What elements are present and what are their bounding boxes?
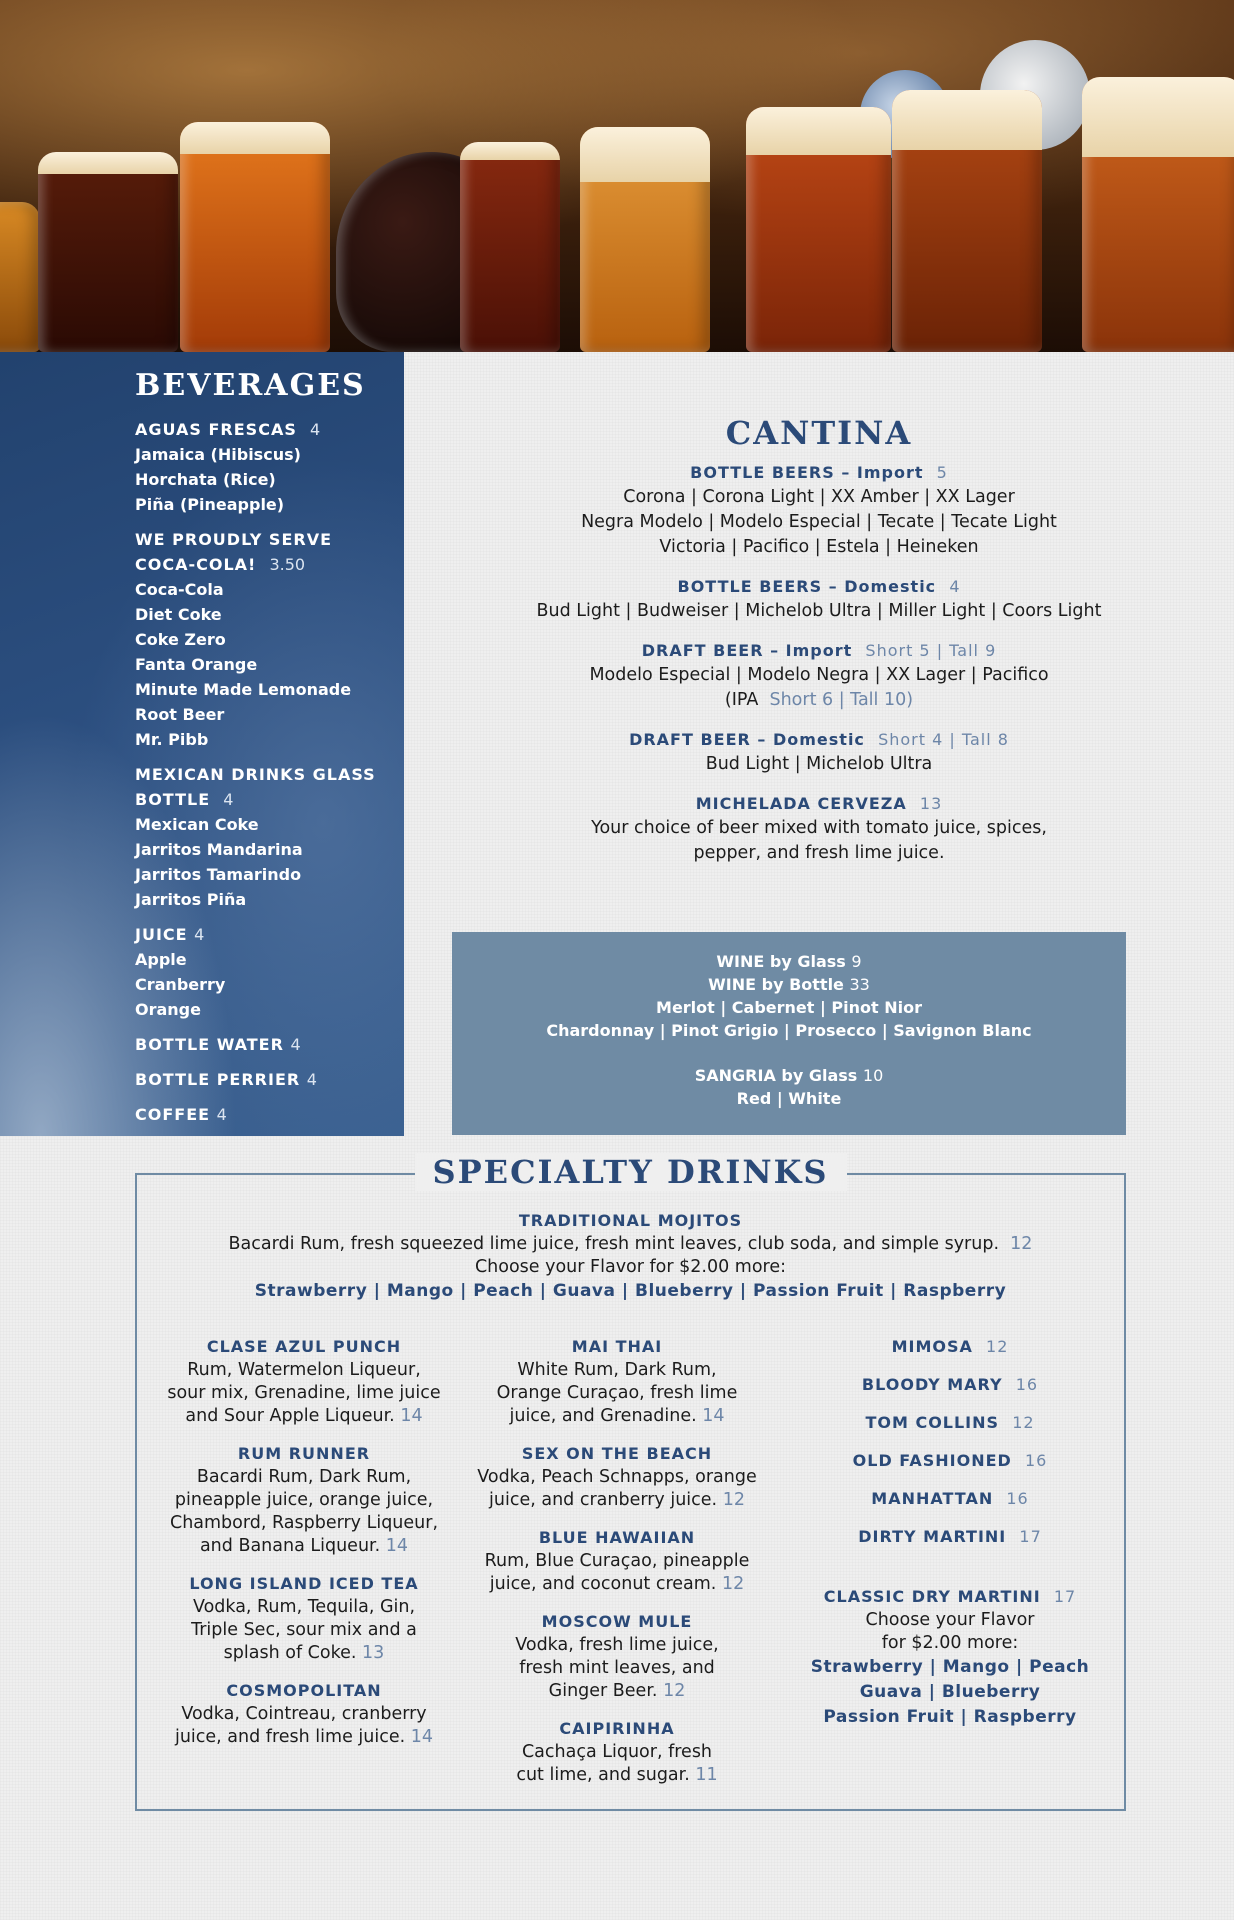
description-text: juice, and cranberry juice. [489,1490,718,1510]
price: 12 [1012,1413,1035,1432]
drink-description: Rum, Watermelon Liqueur, [187,1360,421,1380]
drink-description [469,1489,765,1512]
mojitos-block [137,1209,1124,1304]
drink-name: CLASE AZUL PUNCH [206,1337,402,1356]
wine-glass-line [452,950,1126,973]
drink-description [159,1642,449,1665]
drink-name-text: DIRTY MARTINI [858,1527,1007,1546]
beverages-title: BEVERAGES [135,368,366,403]
heading-text: AGUAS FRESCAS [135,420,297,439]
menu-heading [135,1102,395,1127]
drink-name-text: MANHATTAN [871,1489,994,1508]
price: 4 [949,577,961,596]
drink-description: Rum, Blue Curaçao, pineapple [484,1551,750,1571]
menu-item: Horchata (Rice) [135,470,276,489]
drink-description [469,1764,765,1787]
menu-item: Minute Made Lemonade [135,680,352,699]
draft-import-beers [404,638,1234,713]
import-bottle-beers [404,460,1234,560]
beer-glass [580,127,710,352]
price: 4 [306,1070,317,1089]
heading-text: BOTTLE BEERS – Domestic [677,577,937,596]
sangria-line [452,1064,1126,1087]
price: 10 [862,1066,884,1085]
cantina-section [404,352,1234,872]
drinks-column-2 [469,1335,765,1801]
drink-description: sour mix, Grenadine, lime juice [167,1383,441,1403]
drink-item [785,1335,1115,1359]
price: 4 [309,420,321,439]
drink-name [785,1585,1115,1609]
menu-heading [404,791,1234,816]
description-text: juice, and fresh lime juice. [174,1727,406,1747]
drink-description [469,1680,765,1703]
price: 13 [362,1643,385,1663]
menu-heading [404,638,1234,663]
description-text: Bacardi Rum, fresh squeezed lime juice, fresh mint leaves, club soda, and simple syrup. [228,1234,1000,1254]
drink-description [159,1535,449,1558]
drink-description [159,1726,449,1749]
drink-name-text: CLASSIC DRY MARTINI [823,1587,1041,1606]
menu-item: Mexican Coke [135,815,259,834]
menu-item: Jarritos Tamarindo [135,865,302,884]
sangria-label: SANGRIA by Glass [694,1066,858,1085]
heading-text: BOTTLE WATER [135,1035,284,1054]
price: 12 [663,1681,686,1701]
white-wine-list: Chardonnay | Pinot Grigio | Prosecco | Savignon Blanc [546,1021,1032,1040]
drink-item [159,1572,449,1665]
flavor-list: Passion Fruit | Raspberry [823,1707,1077,1727]
drink-name [785,1449,1115,1473]
drink-name: CAIPIRINHA [559,1719,675,1738]
drink-name [785,1411,1115,1435]
price: 17 [1019,1527,1042,1546]
drink-item [159,1442,449,1558]
menu-heading [404,727,1234,752]
drink-item [469,1335,765,1428]
drink-description: Vodka, fresh lime juice, [515,1635,719,1655]
description-text: and Sour Apple Liqueur. [185,1406,395,1426]
price: 9 [851,952,862,971]
heading-text: BOTTLE BEERS – Import [690,463,924,482]
drink-name: LONG ISLAND ICED TEA [189,1574,419,1593]
drink-description [469,1573,765,1596]
menu-item: Fanta Orange [135,655,258,674]
drink-item [785,1411,1115,1435]
specialty-drinks-section [135,1153,1126,1811]
drink-item [469,1526,765,1596]
menu-heading [135,417,395,442]
heading-text: COCA-COLA! [135,555,257,574]
beer-glass [0,202,40,352]
menu-item: Coke Zero [135,630,226,649]
beer-list-line: Bud Light | Michelob Ultra [705,754,933,774]
menu-heading [135,1032,395,1057]
drink-description: Cachaça Liquor, fresh [521,1742,713,1762]
price: 14 [702,1406,725,1426]
wine-box [452,932,1126,1135]
menu-heading: WE PROUDLY SERVE [135,530,333,549]
drink-name-text: OLD FASHIONED [852,1451,1012,1470]
heading-text: DRAFT BEER – Import [641,641,853,660]
draft-domestic-beers [404,727,1234,777]
price: 3.50 [269,555,306,574]
drink-description [159,1405,449,1428]
drink-name: SEX ON THE BEACH [521,1444,713,1463]
price: 12 [1010,1234,1033,1254]
bottle-water-section [135,1032,395,1057]
drink-description: White Rum, Dark Rum, [517,1360,717,1380]
heading-text: JUICE [135,925,188,944]
price: 11 [695,1765,718,1785]
price: 12 [722,1490,745,1510]
drinks-column-3 [785,1335,1115,1730]
beer-list-line: Victoria | Pacifico | Estela | Heineken [659,537,979,557]
specialty-title: SPECIALTY DRINKS [415,1153,847,1191]
menu-heading [404,460,1234,485]
description-text: and Banana Liqueur. [199,1536,381,1556]
drink-description: fresh mint leaves, and [519,1658,715,1678]
beer-glass [38,152,178,352]
drink-description: Vodka, Rum, Tequila, Gin, [192,1597,416,1617]
wine-bottle-label: WINE by Bottle [708,975,844,994]
menu-heading [404,574,1234,599]
drink-item [785,1373,1115,1397]
classic-dry-martini [785,1585,1115,1730]
price: 16 [1024,1451,1048,1470]
drink-name: TRADITIONAL MOJITOS [518,1211,743,1230]
wine-glass-label: WINE by Glass [716,952,846,971]
juice-section [135,922,395,1022]
michelada [404,791,1234,866]
drink-item [159,1679,449,1749]
drink-item [785,1487,1115,1511]
beer-list-line: Modelo Especial | Modelo Negra | XX Lager | Pacifico [589,665,1049,685]
drink-description: Vodka, Cointreau, cranberry [181,1704,427,1724]
domestic-bottle-beers [404,574,1234,624]
price: 4 [216,1105,227,1124]
menu-heading [135,787,395,812]
drink-description [469,1405,765,1428]
menu-item: Cranberry [135,975,226,994]
menu-item: Mr. Pibb [135,730,209,749]
price: 16 [1006,1489,1029,1508]
drink-name-text: BLOODY MARY [861,1375,1003,1394]
drink-item [469,1610,765,1703]
flavor-note: for $2.00 more: [881,1633,1019,1653]
price: 13 [919,794,943,813]
heading-text: MICHELADA CERVEZA [695,794,907,813]
menu-item: Jarritos Mandarina [135,840,303,859]
description-text: cut lime, and sugar. [516,1765,690,1785]
drink-name-text: TOM COLLINS [865,1413,1000,1432]
price: 17 [1053,1587,1077,1606]
price: 14 [410,1727,434,1747]
drink-name: COSMOPOLITAN [226,1681,382,1700]
drink-description: pineapple juice, orange juice, [174,1490,434,1510]
drink-description [137,1233,1124,1256]
beer-list-line: Bud Light | Budweiser | Michelob Ultra | Miller Light | Coors Light [536,601,1102,621]
aguas-frescas-section [135,417,395,517]
price: 4 [223,790,234,809]
description-text: Ginger Beer. [548,1681,658,1701]
price: 14 [385,1536,409,1556]
beer-list-line: Corona | Corona Light | XX Amber | XX Lager [623,487,1015,507]
price: 14 [400,1406,423,1426]
mexican-drinks-section [135,762,395,912]
drink-item [469,1442,765,1512]
price: 33 [849,975,870,994]
price: 5 [936,463,948,482]
menu-item: Diet Coke [135,605,222,624]
menu-heading [135,552,395,577]
drinks-column-1 [159,1335,449,1763]
bottle-perrier-section [135,1067,395,1092]
price: 12 [986,1337,1009,1356]
menu-item: Piña (Pineapple) [135,495,285,514]
drink-name: BLUE HAWAIIAN [538,1528,696,1547]
drink-item [785,1525,1115,1549]
drink-item [785,1449,1115,1473]
ipa-line [404,688,1234,713]
sangria-options: Red | White [736,1089,842,1108]
heading-text: DRAFT BEER – Domestic [629,730,865,749]
beer-glass [460,142,560,352]
heading-text: BOTTLE [135,790,211,809]
drink-description: Chambord, Raspberry Liqueur, [169,1513,439,1533]
beer-list-line: Negra Modelo | Modelo Especial | Tecate | Tecate Light [581,512,1057,532]
heading-text: COFFEE [135,1105,211,1124]
red-wine-list: Merlot | Cabernet | Pinot Nior [656,998,922,1017]
drink-description: Orange Curaçao, fresh lime [496,1383,738,1403]
menu-item: Jamaica (Hibiscus) [135,445,301,464]
description-line: pepper, and fresh lime juice. [693,843,945,863]
beer-glass [1082,77,1234,352]
price: Short 6 | Tall 10) [769,690,914,710]
price: Short 5 | Tall 9 [865,641,997,660]
price: Short 4 | Tall 8 [878,730,1009,749]
wine-bottle-line [452,973,1126,996]
drink-name: RUM RUNNER [237,1444,371,1463]
menu-heading: MEXICAN DRINKS GLASS [135,765,376,784]
hero-beer-photo [0,0,1234,352]
drink-description: Bacardi Rum, Dark Rum, [196,1467,412,1487]
description-text: juice, and coconut cream. [489,1574,717,1594]
menu-item: Jarritos Piña [135,890,247,909]
drink-name [785,1373,1115,1397]
drink-description: Vodka, Peach Schnapps, orange [477,1467,757,1487]
ipa-label: (IPA [724,690,759,710]
beer-glass [180,122,330,352]
beer-glass [746,107,891,352]
cantina-title: CANTINA [725,414,913,452]
price: 12 [721,1574,745,1594]
menu-item: Orange [135,1000,201,1019]
drink-name [785,1487,1115,1511]
coca-cola-section [135,527,395,752]
heading-text: BOTTLE PERRIER [135,1070,301,1089]
flavor-list: Guava | Blueberry [859,1682,1041,1702]
coffee-section [135,1102,395,1127]
flavor-list: Strawberry | Mango | Peach | Guava | Blueberry | Passion Fruit | Raspberry [254,1281,1007,1301]
drink-name: MOSCOW MULE [541,1612,693,1631]
price: 16 [1015,1375,1039,1394]
flavor-list: Strawberry | Mango | Peach [810,1657,1090,1677]
drink-item [469,1717,765,1787]
drink-item [159,1335,449,1428]
drink-name [785,1335,1115,1359]
drink-name [785,1525,1115,1549]
price: 4 [194,925,205,944]
menu-heading [135,1067,395,1092]
description-text: juice, and Grenadine. [509,1406,697,1426]
menu-item: Coca-Cola [135,580,224,599]
drink-name: MAI THAI [571,1337,663,1356]
menu-item: Apple [135,950,187,969]
drink-description: Triple Sec, sour mix and a [191,1620,417,1640]
menu-item: Root Beer [135,705,225,724]
menu-heading [135,922,395,947]
description-line: Your choice of beer mixed with tomato juice, spices, [591,818,1047,838]
beverages-panel [0,352,404,1136]
flavor-note: Choose your Flavor for $2.00 more: [474,1257,787,1277]
beer-glass [892,90,1042,352]
description-text: splash of Coke. [223,1643,357,1663]
price: 4 [290,1035,301,1054]
drink-name-text: MIMOSA [891,1337,973,1356]
flavor-note: Choose your Flavor [865,1610,1035,1630]
